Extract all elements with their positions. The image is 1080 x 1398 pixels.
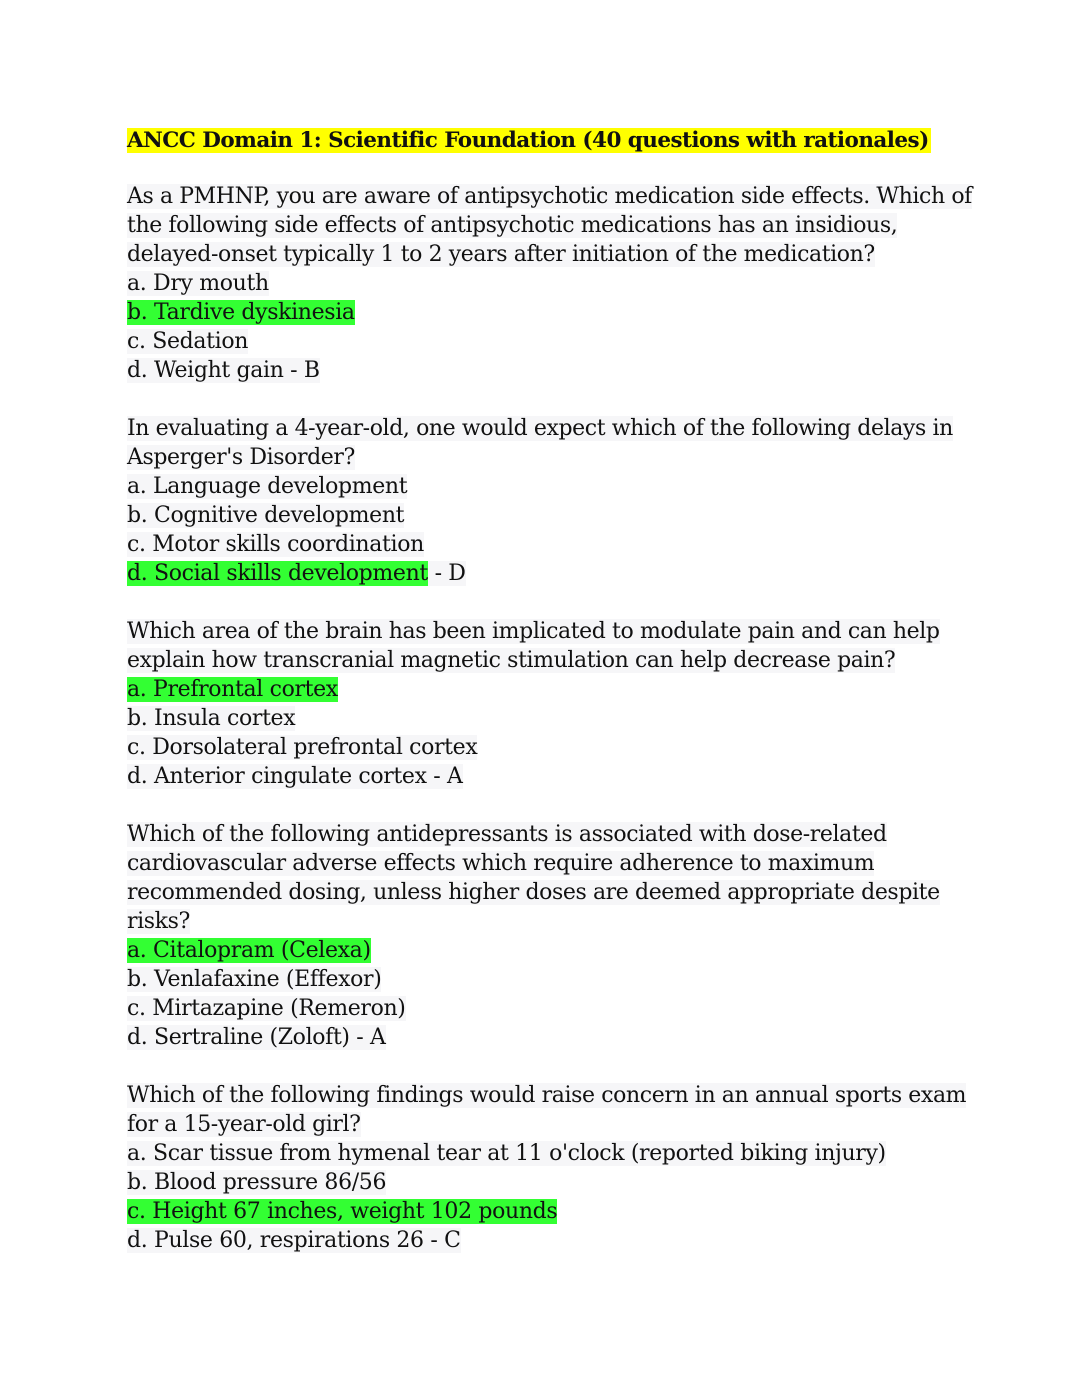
question-stem xyxy=(127,414,957,472)
answer-option xyxy=(127,472,957,501)
answer-option-text: a. Dry mouth xyxy=(127,271,269,296)
answer-option-text: d. Pulse 60, respirations 26 - C xyxy=(127,1228,461,1253)
answer-key: - D xyxy=(427,561,466,586)
answer-option-text: a. Prefrontal cortex xyxy=(127,677,338,702)
question-5 xyxy=(127,1081,967,1255)
question-list xyxy=(127,182,972,1255)
question-stem-line: explain how transcranial magnetic stimulation can help decrease pain? xyxy=(127,648,896,673)
question-stem-line: the following side effects of antipsychotic medications has an insidious, xyxy=(127,213,898,238)
answer-option xyxy=(127,1023,957,1052)
question-stem xyxy=(127,1081,967,1139)
answer-option xyxy=(127,1168,957,1197)
question-stem-line: delayed-onset typically 1 to 2 years after initiation of the medication? xyxy=(127,242,875,267)
answer-option-correct xyxy=(127,298,957,327)
answer-option xyxy=(127,965,957,994)
answer-option-text: b. Tardive dyskinesia xyxy=(127,300,355,325)
answer-option-text: b. Blood pressure 86/56 xyxy=(127,1170,387,1195)
document-title xyxy=(127,124,957,158)
answer-option xyxy=(127,1226,957,1255)
question-1 xyxy=(127,182,972,385)
question-stem-line: Which area of the brain has been implicated to modulate pain and can help xyxy=(127,619,940,644)
question-2 xyxy=(127,414,957,588)
answer-option xyxy=(127,994,957,1023)
answer-option xyxy=(127,733,957,762)
question-stem-line: Asperger's Disorder? xyxy=(127,445,355,470)
question-stem-line: Which of the following findings would raise concern in an annual sports exam xyxy=(127,1083,967,1108)
answer-option xyxy=(127,327,957,356)
question-stem-line: Which of the following antidepressants is associated with dose-related xyxy=(127,822,887,847)
question-stem-line: for a 15-year-old girl? xyxy=(127,1112,361,1137)
answer-option-correct xyxy=(127,936,957,965)
answer-option-text: d. Social skills development xyxy=(127,561,428,586)
question-stem xyxy=(127,820,957,936)
answer-option-text: d. Weight gain - B xyxy=(127,358,320,383)
question-stem-line: risks? xyxy=(127,909,190,934)
answer-option-text: c. Motor skills coordination xyxy=(127,532,424,557)
answer-option-text: a. Scar tissue from hymenal tear at 11 o'clock (reported biking injury) xyxy=(127,1141,886,1166)
question-4 xyxy=(127,820,957,1052)
document-title-text: ANCC Domain 1: Scientific Foundation (40 questions with rationales) xyxy=(127,128,929,153)
answer-option xyxy=(127,704,957,733)
answer-option-text: d. Sertraline (Zoloft) - A xyxy=(127,1025,386,1050)
question-stem-line: In evaluating a 4-year-old, one would expect which of the following delays in xyxy=(127,416,953,441)
answer-option-text: b. Cognitive development xyxy=(127,503,405,528)
question-stem xyxy=(127,617,957,675)
answer-option-text: c. Mirtazapine (Remeron) xyxy=(127,996,406,1021)
answer-option-text: a. Citalopram (Celexa) xyxy=(127,938,371,963)
question-stem-line: recommended dosing, unless higher doses are deemed appropriate despite xyxy=(127,880,940,905)
question-stem-line: As a PMHNP, you are aware of antipsychotic medication side effects. Which of xyxy=(127,184,972,209)
answer-option xyxy=(127,530,957,559)
answer-option-text: a. Language development xyxy=(127,474,408,499)
answer-option xyxy=(127,356,957,385)
question-stem-line: cardiovascular adverse effects which require adherence to maximum xyxy=(127,851,875,876)
answer-option-text: b. Insula cortex xyxy=(127,706,296,731)
answer-option xyxy=(127,269,957,298)
document-page xyxy=(127,124,972,1284)
answer-option-correct xyxy=(127,675,957,704)
answer-option-text: c. Height 67 inches, weight 102 pounds xyxy=(127,1199,558,1224)
answer-option-text: b. Venlafaxine (Effexor) xyxy=(127,967,382,992)
answer-option xyxy=(127,1139,957,1168)
answer-option-correct xyxy=(127,1197,957,1226)
question-3 xyxy=(127,617,957,791)
answer-option-correct xyxy=(127,559,957,588)
answer-option-text: c. Dorsolateral prefrontal cortex xyxy=(127,735,478,760)
answer-option xyxy=(127,501,957,530)
answer-option-text: c. Sedation xyxy=(127,329,249,354)
answer-option xyxy=(127,762,957,791)
question-stem xyxy=(127,182,972,269)
answer-option-text: d. Anterior cingulate cortex - A xyxy=(127,764,463,789)
